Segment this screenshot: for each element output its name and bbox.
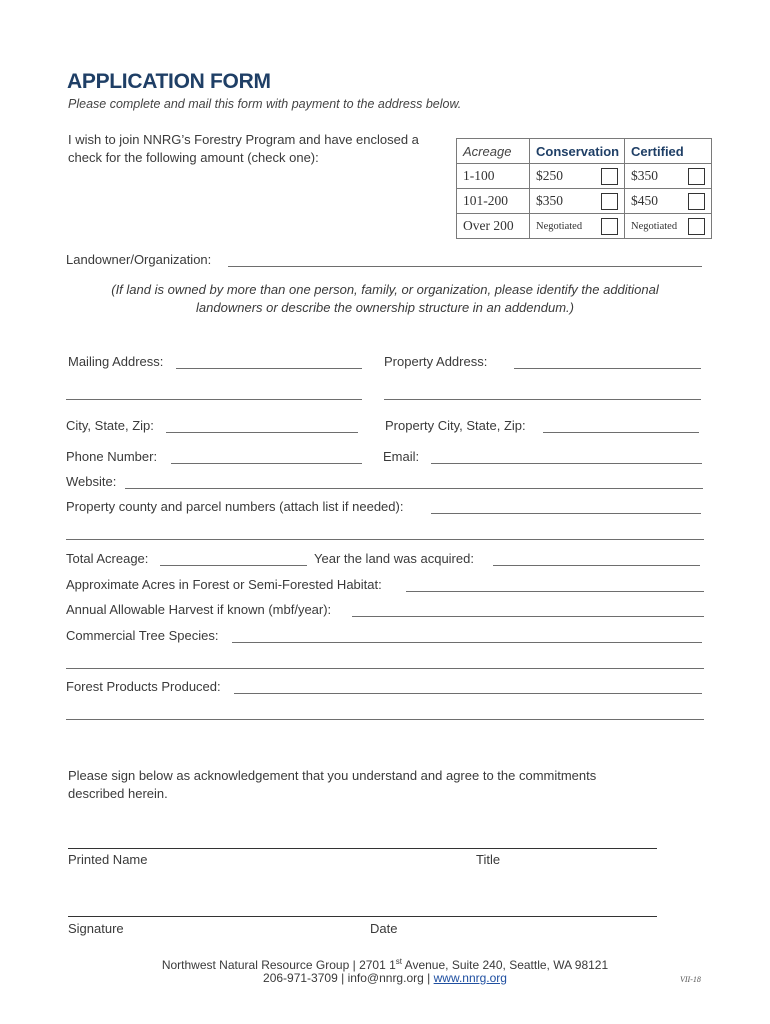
conservation-checkbox[interactable] bbox=[601, 218, 618, 235]
year-acquired-label: Year the land was acquired: bbox=[314, 551, 474, 566]
version-label: VII-18 bbox=[680, 975, 701, 984]
landowner-label: Landowner/Organization: bbox=[66, 252, 212, 267]
website-field[interactable] bbox=[125, 488, 703, 489]
harvest-label: Annual Allowable Harvest if known (mbf/year): bbox=[66, 602, 332, 617]
property-address-line2-field[interactable] bbox=[384, 399, 701, 400]
table-row bbox=[457, 164, 712, 189]
mailing-address-label: Mailing Address: bbox=[68, 354, 164, 369]
conservation-price: Negotiated bbox=[536, 220, 583, 232]
certified-price: $450 bbox=[631, 193, 658, 208]
total-acreage-field[interactable] bbox=[160, 565, 307, 566]
table-row bbox=[457, 214, 712, 239]
header-conservation: Conservation bbox=[530, 139, 625, 164]
page-title: APPLICATION FORM bbox=[67, 70, 271, 93]
footer-email[interactable]: info@nnrg.org bbox=[347, 971, 424, 985]
forest-products-line2-field[interactable] bbox=[66, 719, 704, 720]
parcel-field[interactable] bbox=[431, 513, 701, 514]
year-acquired-field[interactable] bbox=[493, 565, 700, 566]
website-label: Website: bbox=[66, 474, 117, 489]
forest-acres-label: Approximate Acres in Forest or Semi-Forested Habitat: bbox=[66, 577, 382, 592]
conservation-checkbox[interactable] bbox=[601, 168, 618, 185]
ownership-note: (If land is owned by more than one person, family, or organization, please identify the additional landowners or describe the ownership structure in an addendum.) bbox=[111, 282, 659, 315]
printed-name-label: Printed Name bbox=[68, 852, 148, 867]
acreage-cell: 1-100 bbox=[457, 164, 530, 189]
landowner-field[interactable] bbox=[228, 266, 702, 267]
certified-checkbox[interactable] bbox=[688, 168, 705, 185]
total-acreage-label: Total Acreage: bbox=[66, 551, 149, 566]
page-subtitle: Please complete and mail this form with payment to the address below. bbox=[68, 97, 462, 111]
phone-label: Phone Number: bbox=[66, 449, 158, 464]
parcel-label: Property county and parcel numbers (attach list if needed): bbox=[66, 499, 404, 514]
tree-species-label: Commercial Tree Species: bbox=[66, 628, 219, 643]
date-label: Date bbox=[370, 921, 398, 936]
printed-name-line[interactable] bbox=[68, 848, 657, 849]
certified-price: $350 bbox=[631, 168, 658, 183]
tree-species-field[interactable] bbox=[232, 642, 702, 643]
mailing-address-field[interactable] bbox=[176, 368, 362, 369]
conservation-checkbox[interactable] bbox=[601, 193, 618, 210]
signature-line[interactable] bbox=[68, 916, 657, 917]
header-certified: Certified bbox=[625, 139, 712, 164]
header-acreage: Acreage bbox=[457, 139, 530, 164]
forest-products-label: Forest Products Produced: bbox=[66, 679, 221, 694]
certified-checkbox[interactable] bbox=[688, 218, 705, 235]
footer-contact: 206-971-3709 | info@nnrg.org | www.nnrg.org bbox=[263, 971, 507, 985]
phone-field[interactable] bbox=[171, 463, 362, 464]
property-city-state-zip-label: Property City, State, Zip: bbox=[385, 418, 526, 433]
forest-products-field[interactable] bbox=[234, 693, 702, 694]
table-row bbox=[457, 189, 712, 214]
acknowledgement-text: Please sign below as acknowledgement that you understand and agree to the commitments described herein. bbox=[68, 768, 597, 801]
footer-address: Northwest Natural Resource Group | 2701 1st Avenue, Suite 240, Seattle, WA 98121 bbox=[161, 957, 609, 972]
forest-acres-field[interactable] bbox=[406, 591, 704, 592]
footer-website-link[interactable]: www.nnrg.org bbox=[433, 971, 507, 985]
tree-species-line2-field[interactable] bbox=[66, 668, 704, 669]
footer-org: Northwest Natural Resource Group bbox=[161, 958, 350, 972]
harvest-field[interactable] bbox=[352, 616, 704, 617]
acreage-cell: Over 200 bbox=[457, 214, 530, 239]
conservation-price: $250 bbox=[536, 168, 563, 183]
city-state-zip-field[interactable] bbox=[166, 432, 358, 433]
acreage-cell: 101-200 bbox=[457, 189, 530, 214]
fee-table-header bbox=[457, 139, 712, 164]
property-city-state-zip-field[interactable] bbox=[543, 432, 699, 433]
signature-label: Signature bbox=[68, 921, 124, 936]
city-state-zip-label: City, State, Zip: bbox=[66, 418, 154, 433]
email-label: Email: bbox=[383, 449, 420, 464]
mailing-address-line2-field[interactable] bbox=[66, 399, 362, 400]
parcel-line2-field[interactable] bbox=[66, 539, 704, 540]
title-label: Title bbox=[476, 852, 501, 867]
email-field[interactable] bbox=[431, 463, 702, 464]
footer-street: 2701 1st Avenue, Suite 240, Seattle, WA 98121 bbox=[359, 957, 609, 972]
footer-phone: 206-971-3709 bbox=[263, 971, 338, 985]
conservation-price: $350 bbox=[536, 193, 563, 208]
property-address-label: Property Address: bbox=[384, 354, 488, 369]
property-address-field[interactable] bbox=[514, 368, 701, 369]
fee-table bbox=[456, 138, 712, 239]
intro-text: I wish to join NNRG’s Forestry Program and have enclosed a check for the following amount (check one): bbox=[68, 132, 419, 165]
certified-price: Negotiated bbox=[631, 220, 678, 232]
certified-checkbox[interactable] bbox=[688, 193, 705, 210]
